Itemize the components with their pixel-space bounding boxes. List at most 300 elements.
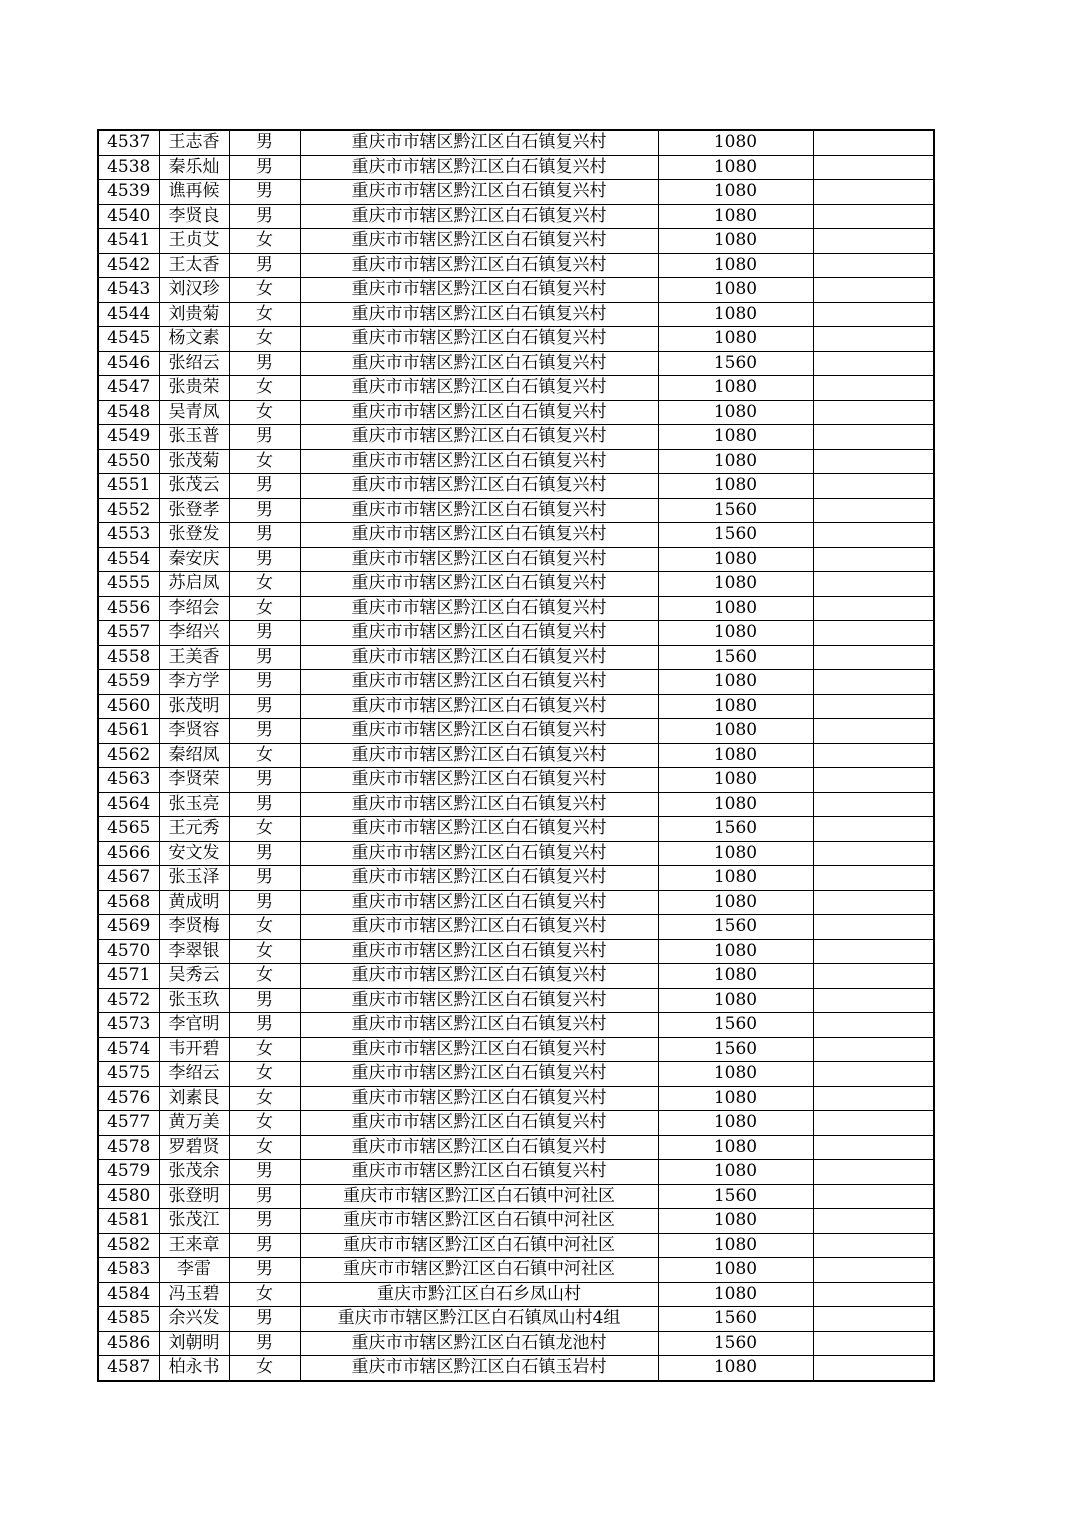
amount-cell: 1080 <box>658 376 813 401</box>
gender-cell: 男 <box>229 1209 300 1234</box>
table-row <box>98 1331 934 1356</box>
remark-cell <box>813 1209 934 1234</box>
gender-cell: 女 <box>229 302 300 327</box>
row-number-cell: 4562 <box>98 743 159 768</box>
address-cell: 重庆市市辖区黔江区白石镇复兴村 <box>300 425 658 450</box>
amount-cell: 1080 <box>658 964 813 989</box>
address-cell: 重庆市市辖区黔江区白石镇复兴村 <box>300 1086 658 1111</box>
amount-cell: 1080 <box>658 180 813 205</box>
remark-cell <box>813 1086 934 1111</box>
name-cell: 张绍云 <box>159 351 229 376</box>
remark-cell <box>813 474 934 499</box>
row-number-cell: 4575 <box>98 1062 159 1087</box>
amount-cell: 1560 <box>658 1331 813 1356</box>
remark-cell <box>813 400 934 425</box>
address-cell: 重庆市市辖区黔江区白石镇复兴村 <box>300 939 658 964</box>
amount-cell: 1080 <box>658 204 813 229</box>
address-cell: 重庆市市辖区黔江区白石镇复兴村 <box>300 498 658 523</box>
gender-cell: 女 <box>229 1086 300 1111</box>
table-row <box>98 964 934 989</box>
remark-cell <box>813 1331 934 1356</box>
name-cell: 李官明 <box>159 1013 229 1038</box>
name-cell: 安文发 <box>159 841 229 866</box>
table-row <box>98 694 934 719</box>
remark-cell <box>813 1258 934 1283</box>
address-cell: 重庆市市辖区黔江区白石镇复兴村 <box>300 792 658 817</box>
table-row <box>98 670 934 695</box>
gender-cell: 男 <box>229 1233 300 1258</box>
row-number-cell: 4567 <box>98 866 159 891</box>
gender-cell: 女 <box>229 596 300 621</box>
remark-cell <box>813 1356 934 1381</box>
amount-cell: 1080 <box>658 1111 813 1136</box>
table-row <box>98 229 934 254</box>
address-cell: 重庆市市辖区黔江区白石镇复兴村 <box>300 1111 658 1136</box>
remark-cell <box>813 1062 934 1087</box>
address-cell: 重庆市市辖区黔江区白石镇复兴村 <box>300 1037 658 1062</box>
row-number-cell: 4579 <box>98 1160 159 1185</box>
remark-cell <box>813 988 934 1013</box>
table-row <box>98 1356 934 1381</box>
amount-cell: 1080 <box>658 621 813 646</box>
row-number-cell: 4545 <box>98 327 159 352</box>
name-cell: 张茂江 <box>159 1209 229 1234</box>
gender-cell: 男 <box>229 1160 300 1185</box>
remark-cell <box>813 376 934 401</box>
gender-cell: 男 <box>229 180 300 205</box>
address-cell: 重庆市市辖区黔江区白石镇中河社区 <box>300 1184 658 1209</box>
remark-cell <box>813 1184 934 1209</box>
row-number-cell: 4581 <box>98 1209 159 1234</box>
gender-cell: 女 <box>229 743 300 768</box>
table-row <box>98 621 934 646</box>
name-cell: 张茂余 <box>159 1160 229 1185</box>
name-cell: 王贞艾 <box>159 229 229 254</box>
gender-cell: 男 <box>229 130 300 155</box>
name-cell: 黄成明 <box>159 890 229 915</box>
remark-cell <box>813 1111 934 1136</box>
name-cell: 柏永书 <box>159 1356 229 1381</box>
amount-cell: 1080 <box>658 596 813 621</box>
table-row <box>98 351 934 376</box>
row-number-cell: 4539 <box>98 180 159 205</box>
gender-cell: 女 <box>229 1111 300 1136</box>
gender-cell: 女 <box>229 572 300 597</box>
remark-cell <box>813 1160 934 1185</box>
amount-cell: 1080 <box>658 719 813 744</box>
gender-cell: 男 <box>229 351 300 376</box>
remark-cell <box>813 327 934 352</box>
address-cell: 重庆市市辖区黔江区白石镇复兴村 <box>300 180 658 205</box>
gender-cell: 男 <box>229 890 300 915</box>
gender-cell: 男 <box>229 719 300 744</box>
amount-cell: 1560 <box>658 498 813 523</box>
address-cell: 重庆市市辖区黔江区白石镇复兴村 <box>300 817 658 842</box>
row-number-cell: 4546 <box>98 351 159 376</box>
gender-cell: 男 <box>229 523 300 548</box>
gender-cell: 男 <box>229 1184 300 1209</box>
gender-cell: 女 <box>229 376 300 401</box>
name-cell: 杨文素 <box>159 327 229 352</box>
row-number-cell: 4551 <box>98 474 159 499</box>
address-cell: 重庆市市辖区黔江区白石镇复兴村 <box>300 866 658 891</box>
address-cell: 重庆市市辖区黔江区白石镇复兴村 <box>300 841 658 866</box>
table-row <box>98 596 934 621</box>
row-number-cell: 4557 <box>98 621 159 646</box>
gender-cell: 男 <box>229 792 300 817</box>
table-row <box>98 572 934 597</box>
gender-cell: 男 <box>229 253 300 278</box>
gender-cell: 男 <box>229 474 300 499</box>
gender-cell: 男 <box>229 1013 300 1038</box>
address-cell: 重庆市市辖区黔江区白石镇复兴村 <box>300 351 658 376</box>
table-row <box>98 155 934 180</box>
address-cell: 重庆市市辖区黔江区白石镇复兴村 <box>300 572 658 597</box>
row-number-cell: 4583 <box>98 1258 159 1283</box>
gender-cell: 男 <box>229 694 300 719</box>
row-number-cell: 4541 <box>98 229 159 254</box>
address-cell: 重庆市市辖区黔江区白石镇复兴村 <box>300 915 658 940</box>
address-cell: 重庆市市辖区黔江区白石镇复兴村 <box>300 523 658 548</box>
name-cell: 张登发 <box>159 523 229 548</box>
table-row <box>98 817 934 842</box>
table-row <box>98 841 934 866</box>
row-number-cell: 4559 <box>98 670 159 695</box>
table-row <box>98 1111 934 1136</box>
amount-cell: 1080 <box>658 890 813 915</box>
row-number-cell: 4570 <box>98 939 159 964</box>
amount-cell: 1080 <box>658 1160 813 1185</box>
remark-cell <box>813 1233 934 1258</box>
address-cell: 重庆市市辖区黔江区白石镇复兴村 <box>300 449 658 474</box>
amount-cell: 1080 <box>658 988 813 1013</box>
table-row <box>98 1282 934 1307</box>
gender-cell: 女 <box>229 327 300 352</box>
remark-cell <box>813 719 934 744</box>
name-cell: 李贤容 <box>159 719 229 744</box>
row-number-cell: 4576 <box>98 1086 159 1111</box>
remark-cell <box>813 670 934 695</box>
amount-cell: 1080 <box>658 939 813 964</box>
row-number-cell: 4554 <box>98 547 159 572</box>
remark-cell <box>813 498 934 523</box>
row-number-cell: 4566 <box>98 841 159 866</box>
gender-cell: 女 <box>229 449 300 474</box>
remark-cell <box>813 180 934 205</box>
amount-cell: 1080 <box>658 1135 813 1160</box>
gender-cell: 男 <box>229 547 300 572</box>
remark-cell <box>813 1307 934 1332</box>
remark-cell <box>813 621 934 646</box>
amount-cell: 1080 <box>658 768 813 793</box>
name-cell: 张贵荣 <box>159 376 229 401</box>
address-cell: 重庆市市辖区黔江区白石镇复兴村 <box>300 1062 658 1087</box>
amount-cell: 1080 <box>658 425 813 450</box>
remark-cell <box>813 253 934 278</box>
row-number-cell: 4556 <box>98 596 159 621</box>
amount-cell: 1080 <box>658 253 813 278</box>
gender-cell: 女 <box>229 939 300 964</box>
address-cell: 重庆市黔江区白石乡凤山村 <box>300 1282 658 1307</box>
roster-body <box>98 130 934 1381</box>
remark-cell <box>813 890 934 915</box>
remark-cell <box>813 792 934 817</box>
address-cell: 重庆市市辖区黔江区白石镇中河社区 <box>300 1258 658 1283</box>
row-number-cell: 4563 <box>98 768 159 793</box>
table-row <box>98 376 934 401</box>
row-number-cell: 4569 <box>98 915 159 940</box>
remark-cell <box>813 302 934 327</box>
row-number-cell: 4561 <box>98 719 159 744</box>
row-number-cell: 4555 <box>98 572 159 597</box>
row-number-cell: 4537 <box>98 130 159 155</box>
name-cell: 吴青凤 <box>159 400 229 425</box>
amount-cell: 1080 <box>658 841 813 866</box>
amount-cell: 1080 <box>658 278 813 303</box>
gender-cell: 女 <box>229 817 300 842</box>
amount-cell: 1560 <box>658 1184 813 1209</box>
table-row <box>98 768 934 793</box>
row-number-cell: 4571 <box>98 964 159 989</box>
gender-cell: 男 <box>229 768 300 793</box>
name-cell: 李绍云 <box>159 1062 229 1087</box>
amount-cell: 1080 <box>658 743 813 768</box>
name-cell: 李绍兴 <box>159 621 229 646</box>
name-cell: 王太香 <box>159 253 229 278</box>
address-cell: 重庆市市辖区黔江区白石镇中河社区 <box>300 1209 658 1234</box>
table-row <box>98 1086 934 1111</box>
remark-cell <box>813 204 934 229</box>
row-number-cell: 4550 <box>98 449 159 474</box>
amount-cell: 1080 <box>658 1356 813 1381</box>
table-row <box>98 498 934 523</box>
address-cell: 重庆市市辖区黔江区白石镇复兴村 <box>300 890 658 915</box>
amount-cell: 1080 <box>658 400 813 425</box>
name-cell: 刘朝明 <box>159 1331 229 1356</box>
remark-cell <box>813 572 934 597</box>
name-cell: 张茂云 <box>159 474 229 499</box>
remark-cell <box>813 645 934 670</box>
remark-cell <box>813 743 934 768</box>
gender-cell: 男 <box>229 866 300 891</box>
address-cell: 重庆市市辖区黔江区白石镇复兴村 <box>300 768 658 793</box>
table-row <box>98 278 934 303</box>
name-cell: 秦绍凤 <box>159 743 229 768</box>
remark-cell <box>813 1282 934 1307</box>
row-number-cell: 4580 <box>98 1184 159 1209</box>
address-cell: 重庆市市辖区黔江区白石镇复兴村 <box>300 988 658 1013</box>
row-number-cell: 4586 <box>98 1331 159 1356</box>
address-cell: 重庆市市辖区黔江区白石镇复兴村 <box>300 547 658 572</box>
amount-cell: 1080 <box>658 694 813 719</box>
amount-cell: 1080 <box>658 1233 813 1258</box>
table-row <box>98 1160 934 1185</box>
remark-cell <box>813 1013 934 1038</box>
gender-cell: 男 <box>229 425 300 450</box>
amount-cell: 1080 <box>658 155 813 180</box>
row-number-cell: 4582 <box>98 1233 159 1258</box>
table-row <box>98 988 934 1013</box>
name-cell: 苏启凤 <box>159 572 229 597</box>
remark-cell <box>813 866 934 891</box>
gender-cell: 女 <box>229 229 300 254</box>
address-cell: 重庆市市辖区黔江区白石镇复兴村 <box>300 155 658 180</box>
gender-cell: 男 <box>229 841 300 866</box>
address-cell: 重庆市市辖区黔江区白石镇复兴村 <box>300 1160 658 1185</box>
remark-cell <box>813 817 934 842</box>
address-cell: 重庆市市辖区黔江区白石镇复兴村 <box>300 743 658 768</box>
table-row <box>98 1209 934 1234</box>
amount-cell: 1080 <box>658 474 813 499</box>
table-row <box>98 719 934 744</box>
gender-cell: 女 <box>229 915 300 940</box>
name-cell: 李翠银 <box>159 939 229 964</box>
name-cell: 韦开碧 <box>159 1037 229 1062</box>
amount-cell: 1080 <box>658 1282 813 1307</box>
row-number-cell: 4584 <box>98 1282 159 1307</box>
amount-cell: 1080 <box>658 1209 813 1234</box>
remark-cell <box>813 229 934 254</box>
gender-cell: 男 <box>229 204 300 229</box>
table-row <box>98 547 934 572</box>
gender-cell: 男 <box>229 1258 300 1283</box>
remark-cell <box>813 694 934 719</box>
table-row <box>98 1062 934 1087</box>
name-cell: 张玉普 <box>159 425 229 450</box>
remark-cell <box>813 449 934 474</box>
name-cell: 谯再候 <box>159 180 229 205</box>
address-cell: 重庆市市辖区黔江区白石镇复兴村 <box>300 670 658 695</box>
amount-cell: 1080 <box>658 130 813 155</box>
name-cell: 张玉泽 <box>159 866 229 891</box>
address-cell: 重庆市市辖区黔江区白石镇复兴村 <box>300 130 658 155</box>
amount-cell: 1560 <box>658 351 813 376</box>
table-row <box>98 425 934 450</box>
row-number-cell: 4542 <box>98 253 159 278</box>
name-cell: 张茂菊 <box>159 449 229 474</box>
name-cell: 李贤梅 <box>159 915 229 940</box>
name-cell: 冯玉碧 <box>159 1282 229 1307</box>
table-row <box>98 253 934 278</box>
address-cell: 重庆市市辖区黔江区白石镇复兴村 <box>300 302 658 327</box>
remark-cell <box>813 130 934 155</box>
remark-cell <box>813 939 934 964</box>
table-row <box>98 792 934 817</box>
name-cell: 罗碧贤 <box>159 1135 229 1160</box>
row-number-cell: 4544 <box>98 302 159 327</box>
gender-cell: 男 <box>229 621 300 646</box>
name-cell: 张登孝 <box>159 498 229 523</box>
address-cell: 重庆市市辖区黔江区白石镇复兴村 <box>300 596 658 621</box>
address-cell: 重庆市市辖区黔江区白石镇复兴村 <box>300 1135 658 1160</box>
table-row <box>98 302 934 327</box>
gender-cell: 女 <box>229 1356 300 1381</box>
name-cell: 刘汉珍 <box>159 278 229 303</box>
row-number-cell: 4540 <box>98 204 159 229</box>
gender-cell: 男 <box>229 988 300 1013</box>
table-row <box>98 915 934 940</box>
gender-cell: 女 <box>229 1282 300 1307</box>
name-cell: 刘贵菊 <box>159 302 229 327</box>
address-cell: 重庆市市辖区黔江区白石镇复兴村 <box>300 621 658 646</box>
gender-cell: 男 <box>229 1331 300 1356</box>
table-row <box>98 1307 934 1332</box>
remark-cell <box>813 547 934 572</box>
gender-cell: 女 <box>229 400 300 425</box>
gender-cell: 女 <box>229 278 300 303</box>
amount-cell: 1560 <box>658 915 813 940</box>
table-row <box>98 645 934 670</box>
row-number-cell: 4587 <box>98 1356 159 1381</box>
row-number-cell: 4548 <box>98 400 159 425</box>
row-number-cell: 4578 <box>98 1135 159 1160</box>
address-cell: 重庆市市辖区黔江区白石镇复兴村 <box>300 376 658 401</box>
amount-cell: 1080 <box>658 866 813 891</box>
address-cell: 重庆市市辖区黔江区白石镇复兴村 <box>300 474 658 499</box>
gender-cell: 女 <box>229 1062 300 1087</box>
remark-cell <box>813 768 934 793</box>
name-cell: 秦乐灿 <box>159 155 229 180</box>
table-row <box>98 890 934 915</box>
remark-cell <box>813 425 934 450</box>
gender-cell: 男 <box>229 670 300 695</box>
name-cell: 王美香 <box>159 645 229 670</box>
remark-cell <box>813 1135 934 1160</box>
amount-cell: 1080 <box>658 229 813 254</box>
name-cell: 张登明 <box>159 1184 229 1209</box>
name-cell: 李方学 <box>159 670 229 695</box>
address-cell: 重庆市市辖区黔江区白石镇复兴村 <box>300 253 658 278</box>
name-cell: 李贤荣 <box>159 768 229 793</box>
table-row <box>98 866 934 891</box>
table-row <box>98 523 934 548</box>
table-row <box>98 180 934 205</box>
table-row <box>98 1135 934 1160</box>
row-number-cell: 4538 <box>98 155 159 180</box>
row-number-cell: 4572 <box>98 988 159 1013</box>
remark-cell <box>813 841 934 866</box>
amount-cell: 1080 <box>658 792 813 817</box>
remark-cell <box>813 278 934 303</box>
remark-cell <box>813 523 934 548</box>
gender-cell: 男 <box>229 1307 300 1332</box>
amount-cell: 1080 <box>658 547 813 572</box>
amount-cell: 1560 <box>658 523 813 548</box>
gender-cell: 男 <box>229 155 300 180</box>
table-row <box>98 1233 934 1258</box>
address-cell: 重庆市市辖区黔江区白石镇复兴村 <box>300 964 658 989</box>
amount-cell: 1080 <box>658 670 813 695</box>
address-cell: 重庆市市辖区黔江区白石镇复兴村 <box>300 645 658 670</box>
address-cell: 重庆市市辖区黔江区白石镇复兴村 <box>300 204 658 229</box>
roster-table <box>97 129 935 1382</box>
name-cell: 秦安庆 <box>159 547 229 572</box>
name-cell: 张茂明 <box>159 694 229 719</box>
address-cell: 重庆市市辖区黔江区白石镇复兴村 <box>300 400 658 425</box>
table-row <box>98 1037 934 1062</box>
row-number-cell: 4553 <box>98 523 159 548</box>
remark-cell <box>813 1037 934 1062</box>
table-row <box>98 400 934 425</box>
name-cell: 吴秀云 <box>159 964 229 989</box>
name-cell: 黄万美 <box>159 1111 229 1136</box>
table-row <box>98 204 934 229</box>
amount-cell: 1560 <box>658 817 813 842</box>
remark-cell <box>813 964 934 989</box>
row-number-cell: 4574 <box>98 1037 159 1062</box>
row-number-cell: 4577 <box>98 1111 159 1136</box>
row-number-cell: 4585 <box>98 1307 159 1332</box>
